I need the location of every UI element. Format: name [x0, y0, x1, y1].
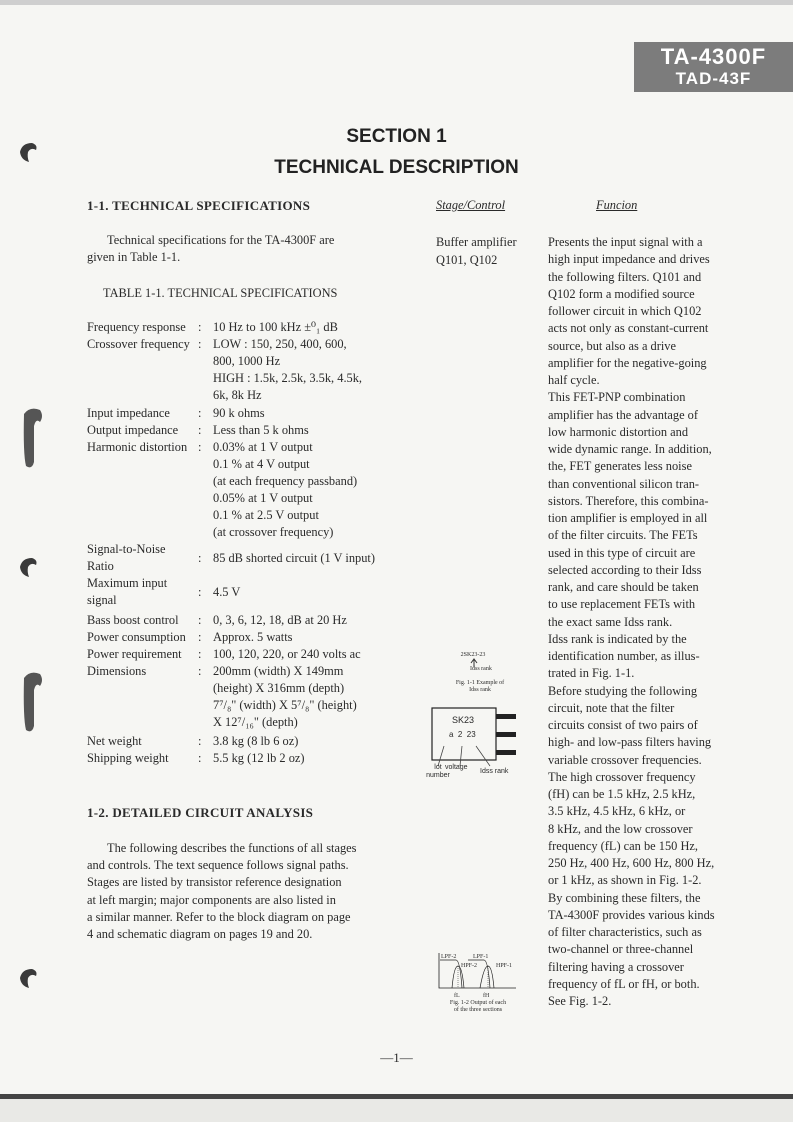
spec-value: 0.1 % at 4 V output: [213, 457, 310, 471]
function-line: Idss rank is indicated by the: [548, 631, 687, 646]
analysis-line: and controls. The text sequence follows signal paths.: [87, 858, 349, 873]
fig1-arrow-label: Idss rank: [470, 666, 492, 672]
function-line: The high crossover frequency: [548, 769, 696, 784]
function-line: frequency of fL or fH, or both.: [548, 976, 700, 991]
stage-name: Buffer amplifier: [436, 235, 517, 249]
spec-value: 0.05% at 1 V output: [213, 491, 313, 505]
fig1-part-number: 2SK23-23: [460, 652, 486, 658]
spec-label: Dimensions: [87, 664, 147, 678]
spec-value: 6k, 8k Hz: [213, 388, 262, 402]
spec-value: 3.8 kg (8 lb 6 oz): [213, 734, 299, 748]
fig1-label-voltage: voltage: [445, 764, 468, 771]
fig2-fh: fH: [483, 993, 490, 999]
function-line: high- and low-pass filters having: [548, 735, 712, 750]
fig1-label-idss: Idss rank: [480, 768, 509, 775]
spec-value: 85 dB shorted circuit (1 V input): [213, 551, 375, 565]
analysis-line: a similar manner. Refer to the block diagram on page: [87, 909, 351, 924]
spec-colon: :: [198, 751, 202, 765]
spec-colon: :: [198, 320, 202, 334]
function-line: filtering having a crossover: [548, 959, 684, 974]
function-line: Before studying the following: [548, 683, 698, 698]
function-line: to use replacement FETs with: [548, 597, 696, 612]
top-edge-rule: [0, 0, 793, 5]
function-line: than conventional silicon tran-: [548, 476, 700, 491]
spec-value: 4.5 V: [213, 585, 241, 599]
binder-hole-4: [20, 668, 46, 738]
spec-value: 90 k ohms: [213, 406, 265, 420]
function-line: frequency (fL) can be 150 Hz,: [548, 838, 698, 853]
column-header-function: Funcion: [596, 198, 638, 212]
spec-value: (at each frequency passband): [213, 474, 358, 488]
function-line: TA-4300F provides various kinds: [548, 907, 715, 922]
function-line: 250 Hz, 400 Hz, 600 Hz, 800 Hz,: [548, 856, 715, 870]
column-header-stage: Stage/Control: [436, 198, 506, 212]
function-line: the, FET generates less noise: [548, 459, 692, 474]
fig1-caption-line: Idss rank: [469, 687, 491, 693]
spec-label: Harmonic distortion: [87, 440, 188, 454]
spec-value: Approx. 5 watts: [213, 630, 293, 644]
analysis-line: 4 and schematic diagram on pages 19 and 20.: [87, 927, 313, 942]
spec-value: HIGH : 1.5k, 2.5k, 3.5k, 4.5k,: [213, 371, 363, 385]
function-line: follower circuit in which Q102: [548, 304, 702, 318]
section-title: TECHNICAL DESCRIPTION: [274, 157, 519, 178]
model-number-secondary: TAD-43F: [675, 69, 752, 88]
spec-colon: :: [198, 551, 202, 565]
function-line: rank, and care should be taken: [548, 580, 699, 594]
specs-intro-line: given in Table 1-1.: [87, 250, 181, 265]
fig2-caption-line: of the three sections: [453, 1007, 503, 1013]
function-line: of the filter circuits. The FETs: [548, 528, 698, 543]
spec-colon: :: [198, 647, 202, 661]
function-line: wide dynamic range. In addition,: [548, 442, 712, 456]
fig2-hpf2: HPF-2: [461, 963, 478, 969]
binder-hole-2: [20, 404, 46, 474]
function-line: circuits consist of two pairs of: [548, 718, 698, 732]
specs-heading: 1-1. TECHNICAL SPECIFICATIONS: [87, 198, 311, 213]
bottom-edge-shadow: [0, 1099, 793, 1122]
function-line: or 1 kHz, as shown in Fig. 1-2.: [548, 873, 702, 888]
analysis-heading: 1-2. DETAILED CIRCUIT ANALYSIS: [87, 805, 314, 820]
spec-colon: :: [198, 613, 202, 627]
spec-label: Shipping weight: [87, 751, 169, 765]
analysis-line: Stages are listed by transistor reference designation: [87, 875, 342, 890]
fig2-lpf1: LPF-1: [473, 954, 489, 960]
function-line: 3.5 kHz, 4.5 kHz, 6 kHz, or: [548, 804, 686, 819]
spec-value: LOW : 150, 250, 400, 600,: [213, 337, 347, 351]
spec-value: 0.03% at 1 V output: [213, 440, 313, 454]
function-line: See Fig. 1-2.: [548, 994, 612, 1008]
function-line: half cycle.: [548, 373, 600, 387]
spec-value: 5.5 kg (12 lb 2 oz): [213, 751, 305, 765]
fig1-caption-line: Fig. 1-1 Example of: [455, 680, 505, 686]
analysis-body: [87, 840, 356, 943]
fig2-caption-line: Fig. 1-2 Output of each: [449, 1000, 507, 1006]
spec-label: Power consumption: [87, 630, 186, 644]
fig1-caption: [440, 680, 520, 694]
model-number-primary: TA-4300F: [660, 44, 767, 69]
fig2-caption: [432, 1000, 524, 1014]
function-line: the following filters. Q101 and: [548, 269, 702, 284]
function-line: 8 kHz, and the low crossover: [548, 821, 693, 836]
spec-value: 800, 1000 Hz: [213, 354, 281, 368]
analysis-line: at left margin; major components are also listed in: [87, 892, 336, 907]
spec-value: 7⁷/₈" (width) X 5⁷/₈" (height): [213, 698, 357, 712]
stage-designation: Q101, Q102: [436, 253, 498, 267]
spec-value: 100, 120, 220, or 240 volts ac: [213, 647, 361, 661]
spec-colon: :: [198, 423, 202, 437]
spec-value: (height) X 316mm (depth): [213, 681, 345, 695]
function-line: selected according to their Idss: [548, 562, 702, 577]
spec-label: Signal-to-Noise Ratio: [87, 542, 166, 573]
function-line: identification number, as illus-: [548, 649, 700, 663]
spec-label: Net weight: [87, 734, 142, 748]
function-line: sistors. Therefore, this combina-: [548, 493, 709, 508]
spec-value: 0, 3, 6, 12, 18, dB at 20 Hz: [213, 613, 347, 627]
specs-intro: [87, 232, 387, 266]
fig2-fl: fL: [454, 993, 460, 999]
fig1-label-lot-line: number: [426, 772, 450, 779]
spec-value: 10 Hz to 100 kHz ±⁰₁ dB: [213, 320, 338, 334]
spec-label: Bass boost control: [87, 613, 179, 627]
spec-colon: :: [198, 664, 202, 678]
spec-label: Power requirement: [87, 647, 182, 661]
fig2-lpf2: LPF-2: [441, 954, 457, 960]
spec-colon: :: [198, 406, 202, 420]
spec-colon: :: [198, 337, 202, 351]
function-line: By combining these filters, the: [548, 890, 701, 905]
binder-hole-3: [18, 555, 40, 579]
spec-colon: :: [198, 630, 202, 644]
function-line: high input impedance and drives: [548, 252, 710, 267]
model-badge: [634, 42, 793, 92]
spec-label: Maximum input signal: [87, 576, 168, 607]
function-line: of filter characteristics, such as: [548, 925, 702, 939]
spec-label: Input impedance: [87, 406, 170, 420]
spec-value: 0.1 % at 2.5 V output: [213, 508, 319, 522]
function-line: This FET-PNP combination: [548, 390, 686, 405]
function-line: low harmonic distortion and: [548, 424, 689, 439]
fig1-chip-label: SK23: [452, 715, 475, 725]
function-line: acts not only as constant-current: [548, 321, 709, 336]
spec-value: (at crossover frequency): [213, 525, 334, 539]
fig2-hpf1: HPF-1: [496, 963, 513, 969]
spec-label: Crossover frequency: [87, 337, 190, 351]
section-number: SECTION 1: [346, 126, 447, 147]
function-line: used in this type of circuit are: [548, 545, 696, 560]
function-line: source, but also as a drive: [548, 338, 676, 353]
analysis-line: The following describes the functions of all stages: [107, 841, 357, 855]
spec-value: 200mm (width) X 149mm: [213, 664, 344, 678]
spec-label: Output impedance: [87, 423, 179, 437]
function-line: circuit, note that the filter: [548, 700, 675, 715]
spec-value: X 12⁷/₁₆" (depth): [213, 715, 298, 729]
function-line: two-channel or three-channel: [548, 942, 694, 957]
binder-hole-5: [18, 966, 40, 990]
function-line: Presents the input signal with a: [548, 235, 703, 249]
fig1-chip-code: a 2 23: [449, 730, 476, 739]
function-line: amplifier has the advantage of: [548, 407, 699, 422]
spec-colon: :: [198, 585, 202, 599]
function-line: the exact same Idss rank.: [548, 614, 673, 629]
function-line: Q102 form a modified source: [548, 286, 695, 301]
function-line: (fH) can be 1.5 kHz, 2.5 kHz,: [548, 787, 696, 801]
specs-intro-line: Technical specifications for the TA-4300F are: [107, 233, 335, 247]
page-number: —1—: [380, 1050, 413, 1065]
spec-value: Less than 5 k ohms: [213, 423, 309, 437]
table-title: TABLE 1-1. TECHNICAL SPECIFICATIONS: [103, 286, 338, 300]
function-line: variable crossover frequencies.: [548, 752, 702, 767]
function-line: amplifier for the negative-going: [548, 355, 707, 370]
function-line: trated in Fig. 1-1.: [548, 666, 635, 681]
function-line: tion amplifier is employed in all: [548, 511, 708, 525]
spec-colon: :: [198, 734, 202, 748]
spec-colon: :: [198, 440, 202, 454]
spec-label: Frequency response: [87, 320, 186, 334]
fig1-label-lot-line: lot: [434, 764, 442, 771]
